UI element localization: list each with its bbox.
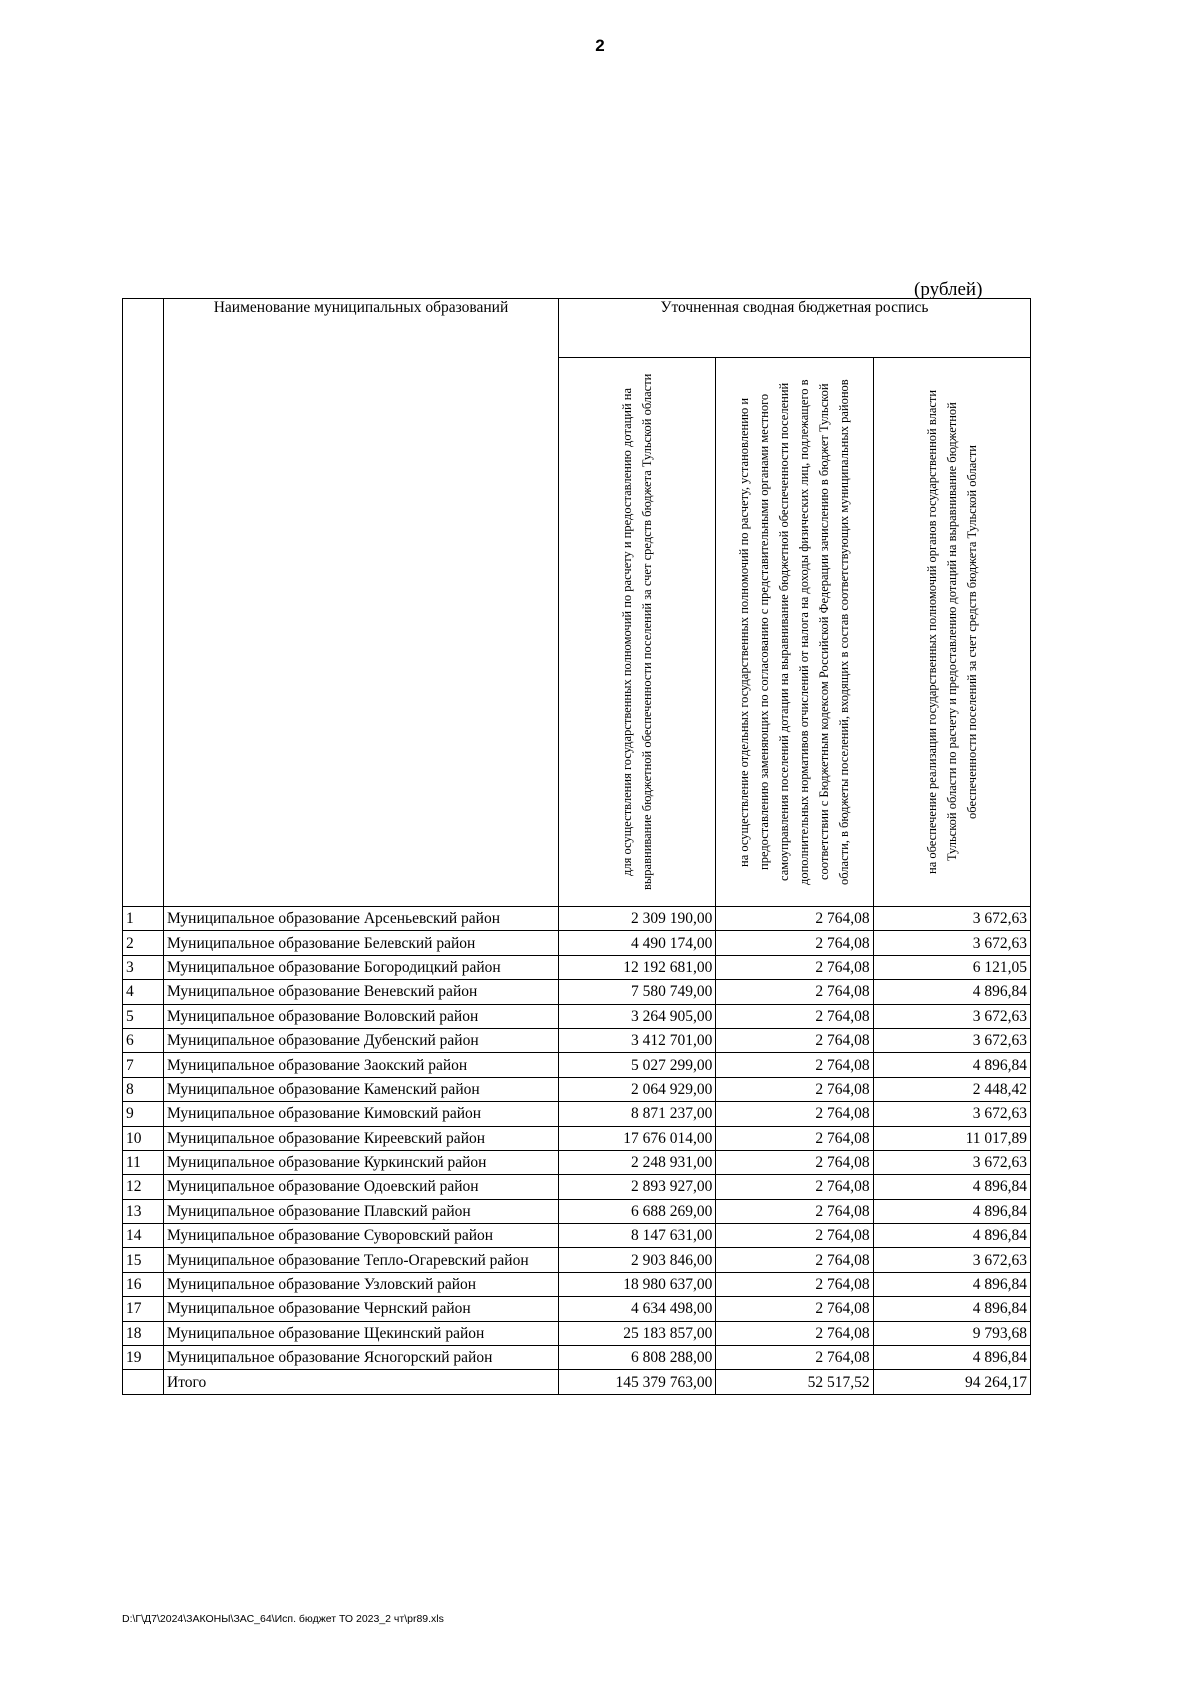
row-number: 12 xyxy=(123,1175,164,1199)
row-value-column-2: 2 764,08 xyxy=(716,1102,873,1126)
table-row xyxy=(123,1077,1031,1101)
row-value-column-1: 8 871 237,00 xyxy=(559,1102,716,1126)
row-number xyxy=(123,1370,164,1394)
row-name: Муниципальное образование Заокский район xyxy=(164,1053,559,1077)
header-column-3-text: на обеспечение реализации государственных полномочий органов государственной власти Тульской области по расчету и предоставлению дотаций на выравнивание бюджетной обеспеченности поселений за счет средств бюджета Тульской области xyxy=(924,389,979,875)
row-value-column-1: 2 309 190,00 xyxy=(559,907,716,931)
row-value-column-1: 2 893 927,00 xyxy=(559,1175,716,1199)
row-value-column-2: 2 764,08 xyxy=(716,980,873,1004)
row-value-column-1: 2 248 931,00 xyxy=(559,1150,716,1174)
row-value-column-1: 17 676 014,00 xyxy=(559,1126,716,1150)
table-row xyxy=(123,1126,1031,1150)
row-number: 5 xyxy=(123,1004,164,1028)
row-value-column-1: 12 192 681,00 xyxy=(559,955,716,979)
row-value-column-3: 3 672,63 xyxy=(873,931,1030,955)
page-number: 2 xyxy=(595,36,605,55)
row-value-column-1: 2 064 929,00 xyxy=(559,1077,716,1101)
row-value-column-3: 4 896,84 xyxy=(873,1272,1030,1296)
row-value-column-3: 9 793,68 xyxy=(873,1321,1030,1345)
row-value-column-1: 3 412 701,00 xyxy=(559,1028,716,1052)
row-number: 6 xyxy=(123,1028,164,1052)
row-value-column-1: 2 903 846,00 xyxy=(559,1248,716,1272)
header-name-column: Наименование муниципальных образований xyxy=(164,299,559,907)
table-row xyxy=(123,1346,1031,1370)
row-name: Муниципальное образование Чернский район xyxy=(164,1297,559,1321)
row-name: Муниципальное образование Кимовский район xyxy=(164,1102,559,1126)
row-value-column-3: 2 448,42 xyxy=(873,1077,1030,1101)
row-value-column-1: 25 183 857,00 xyxy=(559,1321,716,1345)
row-value-column-1: 4 490 174,00 xyxy=(559,931,716,955)
table-row xyxy=(123,1102,1031,1126)
row-name: Муниципальное образование Суворовский район xyxy=(164,1224,559,1248)
row-name: Муниципальное образование Арсеньевский район xyxy=(164,907,559,931)
row-value-column-1: 5 027 299,00 xyxy=(559,1053,716,1077)
table-row xyxy=(123,1028,1031,1052)
table-row xyxy=(123,1150,1031,1174)
row-value-column-3: 4 896,84 xyxy=(873,1175,1030,1199)
row-value-column-2: 2 764,08 xyxy=(716,1248,873,1272)
table-row xyxy=(123,1272,1031,1296)
row-number: 16 xyxy=(123,1272,164,1296)
table-row xyxy=(123,1199,1031,1223)
row-value-column-2: 2 764,08 xyxy=(716,1297,873,1321)
row-value-column-2: 2 764,08 xyxy=(716,931,873,955)
table-row xyxy=(123,955,1031,979)
row-number: 17 xyxy=(123,1297,164,1321)
row-value-column-2: 2 764,08 xyxy=(716,1077,873,1101)
header-column-3 xyxy=(873,358,1030,907)
row-name: Муниципальное образование Белевский район xyxy=(164,931,559,955)
row-value-column-2: 52 517,52 xyxy=(716,1370,873,1394)
row-name: Муниципальное образование Воловский район xyxy=(164,1004,559,1028)
row-value-column-2: 2 764,08 xyxy=(716,1126,873,1150)
row-value-column-1: 18 980 637,00 xyxy=(559,1272,716,1296)
row-value-column-3: 3 672,63 xyxy=(873,1248,1030,1272)
row-value-column-3: 6 121,05 xyxy=(873,955,1030,979)
row-value-column-1: 3 264 905,00 xyxy=(559,1004,716,1028)
row-number: 7 xyxy=(123,1053,164,1077)
row-value-column-3: 11 017,89 xyxy=(873,1126,1030,1150)
row-name: Муниципальное образование Узловский район xyxy=(164,1272,559,1296)
row-name: Муниципальное образование Веневский район xyxy=(164,980,559,1004)
header-column-2-text: на осуществление отдельных государственных полномочий по расчету, установлению и предоставлению заменяющих по согласованию с представительными органами местного самоуправления поселений дотации на выравнивание бюджетной обеспеченности поселений дополнительных нормативов отчислений от налога на доходы физических лиц, подлежащего в соответствии с Бюджетным кодексом Российской Федерации зачислению в бюджет Тульской области, в бюджеты поселений, входящих в состав соответствующих муниципальных районов xyxy=(737,379,852,885)
row-number: 15 xyxy=(123,1248,164,1272)
table-row xyxy=(123,907,1031,931)
row-value-column-3: 3 672,63 xyxy=(873,1102,1030,1126)
row-name: Муниципальное образование Плавский район xyxy=(164,1199,559,1223)
row-number: 4 xyxy=(123,980,164,1004)
row-value-column-2: 2 764,08 xyxy=(716,1004,873,1028)
row-name: Муниципальное образование Щекинский район xyxy=(164,1321,559,1345)
header-group: Уточненная сводная бюджетная роспись xyxy=(559,299,1031,358)
row-value-column-3: 4 896,84 xyxy=(873,1346,1030,1370)
row-number: 19 xyxy=(123,1346,164,1370)
row-name: Муниципальное образование Куркинский район xyxy=(164,1150,559,1174)
row-value-column-2: 2 764,08 xyxy=(716,1199,873,1223)
row-value-column-3: 94 264,17 xyxy=(873,1370,1030,1394)
row-value-column-2: 2 764,08 xyxy=(716,1150,873,1174)
row-value-column-3: 4 896,84 xyxy=(873,1053,1030,1077)
row-value-column-1: 6 808 288,00 xyxy=(559,1346,716,1370)
row-number: 10 xyxy=(123,1126,164,1150)
row-value-column-3: 4 896,84 xyxy=(873,1199,1030,1223)
row-number: 9 xyxy=(123,1102,164,1126)
row-number: 8 xyxy=(123,1077,164,1101)
row-value-column-2: 2 764,08 xyxy=(716,1346,873,1370)
table-row xyxy=(123,980,1031,1004)
row-name: Муниципальное образование Одоевский район xyxy=(164,1175,559,1199)
row-number: 3 xyxy=(123,955,164,979)
row-number: 1 xyxy=(123,907,164,931)
row-name: Муниципальное образование Дубенский район xyxy=(164,1028,559,1052)
row-name: Муниципальное образование Каменский район xyxy=(164,1077,559,1101)
table-row xyxy=(123,1175,1031,1199)
row-name: Муниципальное образование Тепло-Огаревский район xyxy=(164,1248,559,1272)
table-total-row xyxy=(123,1370,1031,1394)
row-value-column-1: 7 580 749,00 xyxy=(559,980,716,1004)
row-value-column-2: 2 764,08 xyxy=(716,1175,873,1199)
row-name: Муниципальное образование Ясногорский район xyxy=(164,1346,559,1370)
row-number: 2 xyxy=(123,931,164,955)
row-value-column-2: 2 764,08 xyxy=(716,955,873,979)
row-value-column-2: 2 764,08 xyxy=(716,907,873,931)
table-row xyxy=(123,1321,1031,1345)
footer-file-path: D:\Г\Д7\2024\ЗАКОНЫ\ЗАС_64\Исп. бюджет ТО 2023_2 чт\pr89.xls xyxy=(122,1613,444,1625)
row-value-column-2: 2 764,08 xyxy=(716,1053,873,1077)
table-body xyxy=(123,907,1031,1395)
row-name: Муниципальное образование Киреевский район xyxy=(164,1126,559,1150)
header-column-1-text: для осуществления государственных полномочий по расчету и предоставлению дотаций на выравнивание бюджетной обеспеченности поселений за счет средств бюджета Тульской области xyxy=(620,373,655,891)
units-label: (рублей) xyxy=(914,279,983,300)
header-column-2 xyxy=(716,358,873,907)
table-header-row xyxy=(123,299,1031,358)
row-value-column-3: 4 896,84 xyxy=(873,1297,1030,1321)
row-value-column-2: 2 764,08 xyxy=(716,1272,873,1296)
row-value-column-3: 3 672,63 xyxy=(873,1028,1030,1052)
row-value-column-1: 8 147 631,00 xyxy=(559,1224,716,1248)
table-row xyxy=(123,931,1031,955)
row-name: Муниципальное образование Богородицкий район xyxy=(164,955,559,979)
row-value-column-3: 4 896,84 xyxy=(873,1224,1030,1248)
row-number: 18 xyxy=(123,1321,164,1345)
row-value-column-2: 2 764,08 xyxy=(716,1224,873,1248)
row-value-column-3: 3 672,63 xyxy=(873,907,1030,931)
row-value-column-1: 6 688 269,00 xyxy=(559,1199,716,1223)
row-value-column-1: 4 634 498,00 xyxy=(559,1297,716,1321)
row-value-column-2: 2 764,08 xyxy=(716,1321,873,1345)
row-number: 14 xyxy=(123,1224,164,1248)
row-value-column-3: 3 672,63 xyxy=(873,1004,1030,1028)
header-number-column xyxy=(123,299,164,907)
row-number: 13 xyxy=(123,1199,164,1223)
row-value-column-3: 3 672,63 xyxy=(873,1150,1030,1174)
table-row xyxy=(123,1248,1031,1272)
table-row xyxy=(123,1053,1031,1077)
row-value-column-3: 4 896,84 xyxy=(873,980,1030,1004)
header-column-1 xyxy=(559,358,716,907)
row-number: 11 xyxy=(123,1150,164,1174)
row-value-column-1: 145 379 763,00 xyxy=(559,1370,716,1394)
row-value-column-2: 2 764,08 xyxy=(716,1028,873,1052)
budget-table xyxy=(122,298,1031,1395)
table-row xyxy=(123,1224,1031,1248)
row-name: Итого xyxy=(164,1370,559,1394)
table-row xyxy=(123,1297,1031,1321)
table-row xyxy=(123,1004,1031,1028)
